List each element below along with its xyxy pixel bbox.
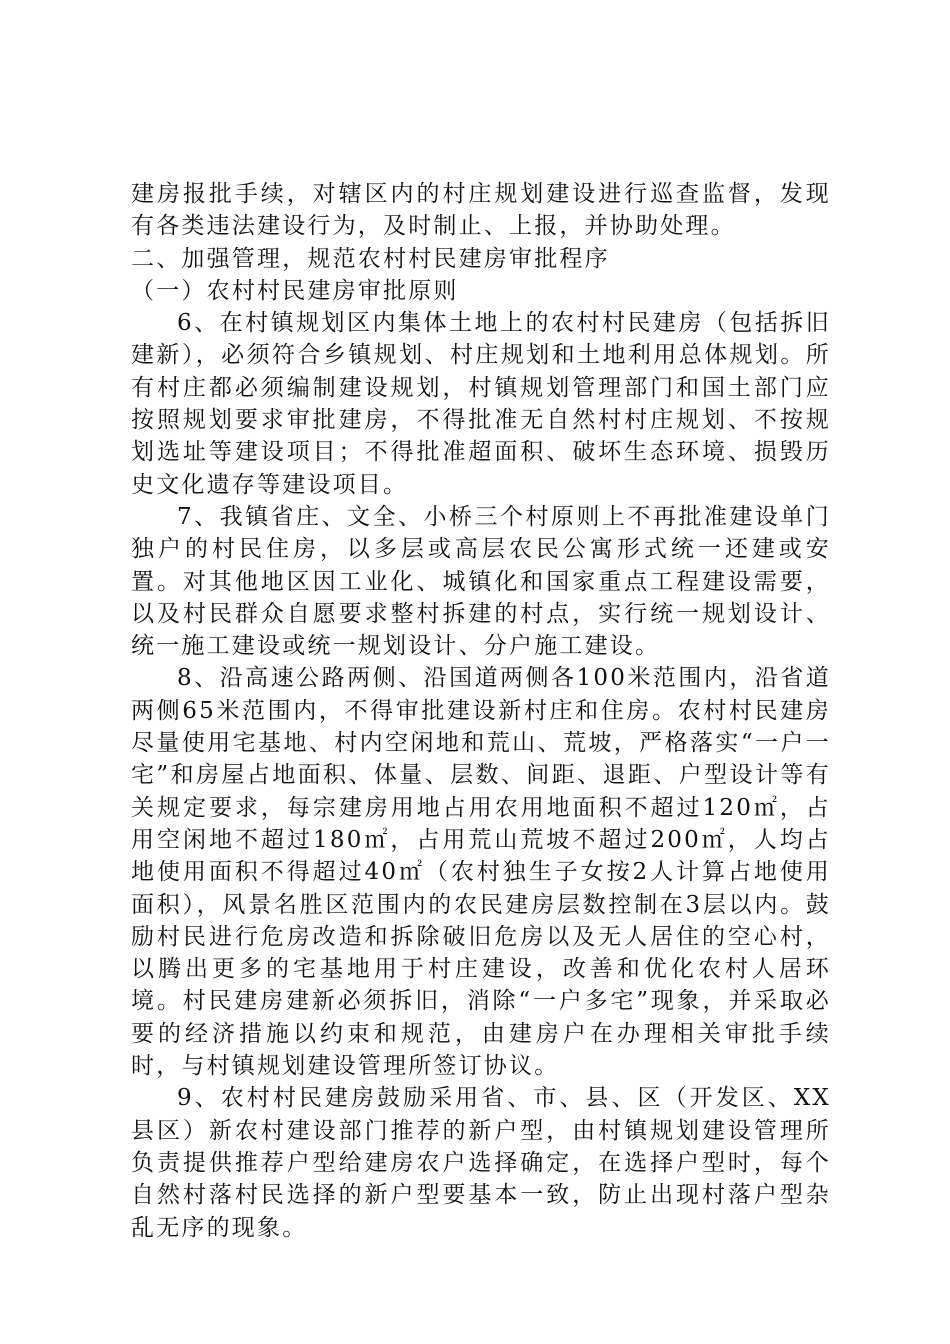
paragraph-item-8: 8、沿高速公路两侧、沿国道两侧各100米范围内，沿省道两侧65米范围内，不得审批建设新村庄和住房。农村村民建房尽量使用宅基地、村内空闲地和荒山、荒坡，严格落实“一户一宅”和房屋占地面积、体量、层数、间距、退距、户型设计等有关规定要求，每宗建房用地占用农用地面积不超过120㎡，占用空闲地不超过180㎡，占用荒山荒坡不超过200㎡，人均占地使用面积不得超过40㎡（农村独生子女按2人计算占地使用面积），风景名胜区范围内的农民建房层数控制在3层以内。鼓励村民进行危房改造和拆除破旧危房以及无人居住的空心村，以腾出更多的宅基地用于村庄建设，改善和优化农村人居环境。村民建房建新必须拆旧，消除“一户多宅”现象，并采取必要的经济措施以约束和规范，由建房户在办理相关审批手续时，与村镇规划建设管理所签订协议。 — [131, 665, 831, 1080]
section-heading: 二、加强管理，规范农村村民建房审批程序 — [131, 245, 610, 272]
paragraph-continuation: 建房报批手续，对辖区内的村庄规划建设进行巡查监督，发现有各类违法建设行为，及时制止、上报，并协助处理。 — [131, 181, 831, 240]
paragraph-item-7: 7、我镇省庄、文全、小桥三个村原则上不再批准建设单门独户的村民住房，以多层或高层农民公寓形式统一还建或安置。对其他地区因工业化、城镇化和国家重点工程建设需要，以及村民群众自愿要求整村拆建的村点，实行统一规划设计、统一施工建设或统一规划设计、分户施工建设。 — [131, 503, 831, 660]
subsection-heading: （一）农村村民建房审批原则 — [131, 277, 459, 304]
paragraph-item-9: 9、农村村民建房鼓励采用省、市、县、区（开发区、XX县区）新农村建设部门推荐的新户型，由村镇规划建设管理所负责提供推荐户型给建房农户选择确定，在选择户型时，每个自然村落村民选择的新户型要基本一致，防止出现村落户型杂乱无序的现象。 — [131, 1085, 831, 1241]
document-body — [131, 178, 831, 1244]
paragraph-item-6: 6、在村镇规划区内集体土地上的农村村民建房（包括拆旧建新），必须符合乡镇规划、村庄规划和土地利用总体规划。所有村庄都必须编制建设规划，村镇规划管理部门和国土部门应按照规划要求审批建房，不得批准无自然村村庄规划、不按规划选址等建设项目；不得批准超面积、破坏生态环境、损毁历史文化遗存等建设项目。 — [131, 310, 831, 498]
